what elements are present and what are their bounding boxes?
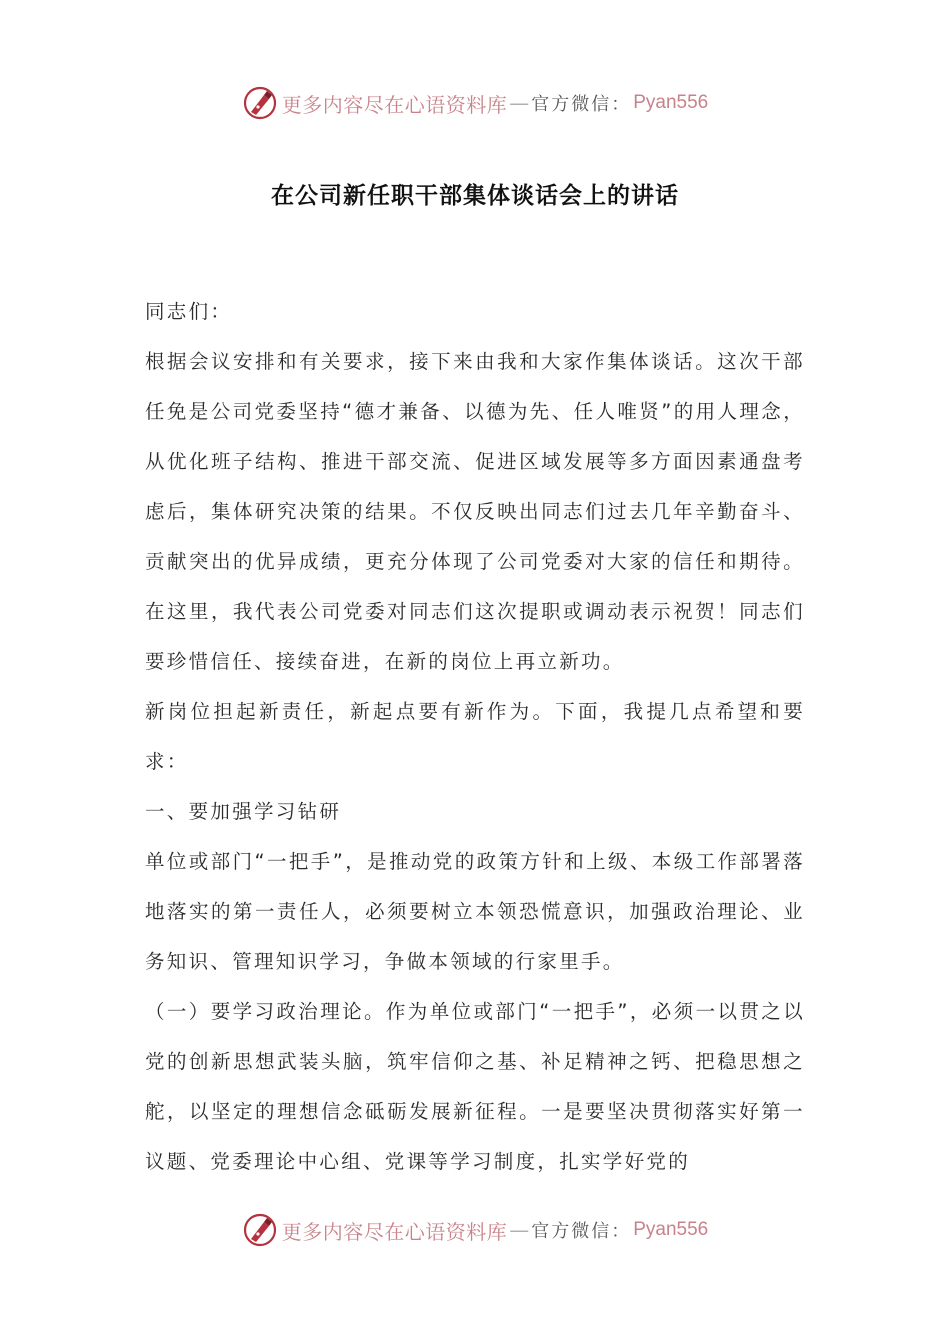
paragraph-subsection-1: （一）要学习政治理论。作为单位或部门“一把手”，必须一以贯之以党的创新思想武装头脑，筑牢信仰之基、补足精神之钙、把稳思想之舵，以坚定的理想信念砥砺发展新征程。一是要坚决贯彻落实好第一议题、党委理论中心组、党课等学习制度，扎实学好党的 (145, 1000, 805, 1173)
watermark-label: 官方微信： (531, 94, 632, 115)
paragraph-salutation: 同志们： (145, 300, 233, 323)
header-watermark (0, 83, 950, 123)
section-heading-1: 一、要加强学习钻研 (145, 800, 342, 823)
document-body (145, 287, 805, 1187)
watermark-wechat-id: Pyan556 (633, 1219, 709, 1240)
watermark-wechat-id: Pyan556 (633, 92, 709, 113)
watermark-slogan: 更多内容尽在心语资料库 (281, 92, 508, 117)
paragraph-transition: 新岗位担起新责任，新起点要有新作为。下面，我提几点希望和要求： (145, 700, 805, 773)
pen-nib-logo-icon (242, 85, 278, 121)
watermark-label: 官方微信： (531, 1221, 632, 1242)
watermark-dash: — (509, 91, 530, 115)
paragraph-section-1: 单位或部门“一把手”，是推动党的政策方针和上级、本级工作部署落地落实的第一责任人，必须要树立本领恐慌意识，加强政治理论、业务知识、管理知识学习，争做本领域的行家里手。 (145, 850, 805, 973)
document-title: 在公司新任职干部集体谈话会上的讲话 (271, 183, 679, 209)
watermark-dash: — (509, 1218, 530, 1242)
pen-nib-logo-icon (242, 1212, 278, 1248)
watermark-slogan: 更多内容尽在心语资料库 (281, 1219, 508, 1244)
footer-watermark (0, 1210, 950, 1250)
paragraph-intro: 根据会议安排和有关要求，接下来由我和大家作集体谈话。这次干部任免是公司党委坚持“德才兼备、以德为先、任人唯贤”的用人理念，从优化班子结构、推进干部交流、促进区域发展等多方面因素通盘考虑后，集体研究决策的结果。不仅反映出同志们过去几年辛勤奋斗、贡献突出的优异成绩，更充分体现了公司党委对大家的信任和期待。在这里，我代表公司党委对同志们这次提职或调动表示祝贺！同志们要珍惜信任、接续奋进，在新的岗位上再立新功。 (145, 350, 805, 673)
